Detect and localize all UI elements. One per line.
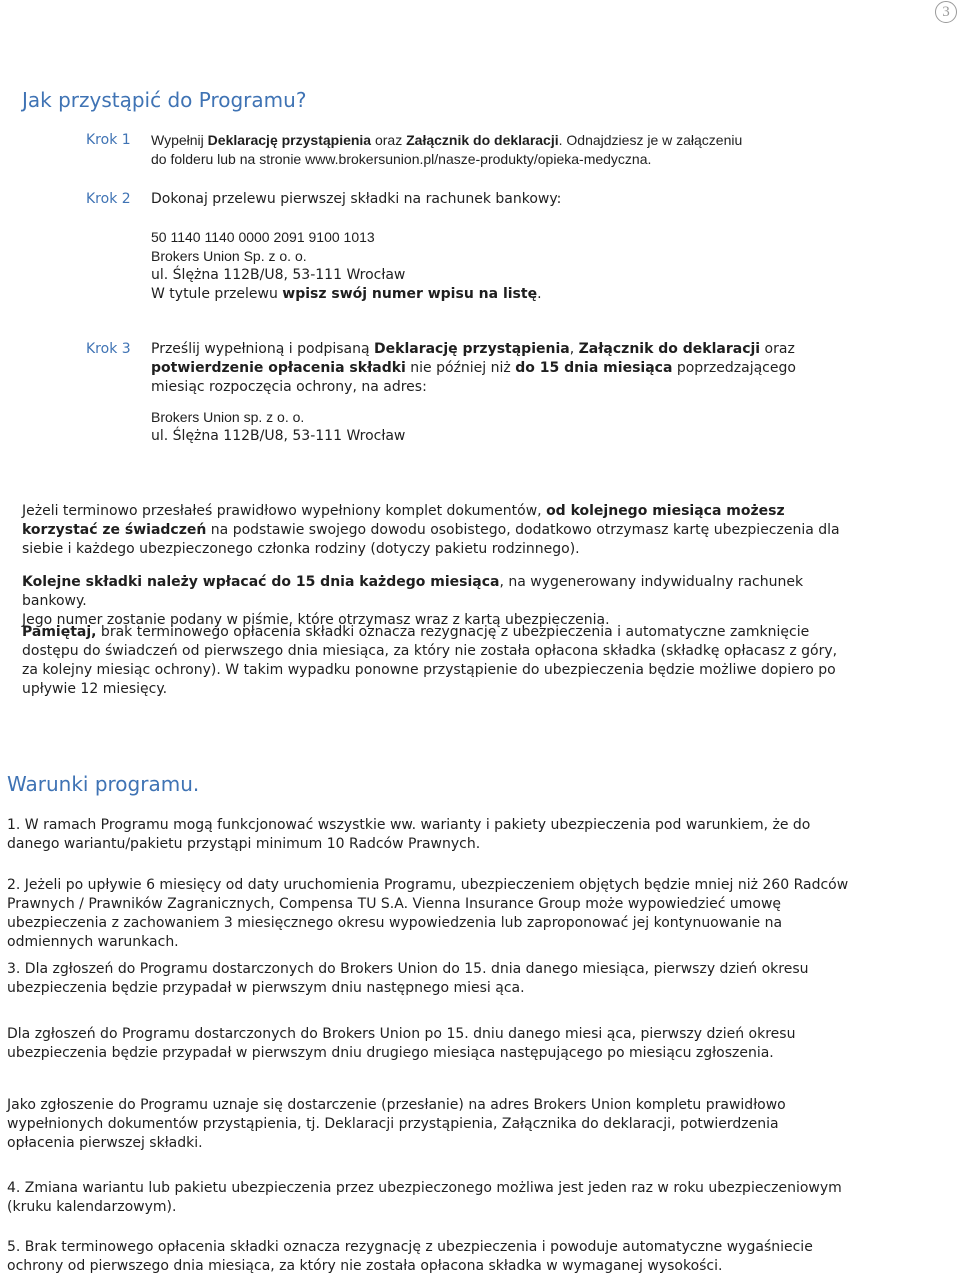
step-3-street: ul. Ślężna 112B/U8, 53-111 Wrocław: [151, 428, 406, 444]
condition-3: 3. Dla zgłoszeń do Programu dostarczonych do Brokers Union do 15. dnia danego miesiąca, pierwszy dzień okresu ubezpieczenia będzie przypadał w pierwszym dniu następnego miesi ąca.: [7, 961, 809, 996]
condition-1: 1. W ramach Programu mogą funkcjonować wszystkie ww. warianty i pakiety ubezpieczenia pod warunkiem, że do danego wariantu/pakietu przystąpi minimum 10 Radców Prawnych.: [7, 817, 811, 852]
para-premiums: Kolejne składki należy wpłacać do 15 dnia każdego miesiąca, na wygenerowany indywidualny rachunek bankowy. Jego numer zostanie podany w piśmie, które otrzymasz wraz z kartą ubezpieczenia.: [22, 574, 804, 628]
step-1-link-line[interactable]: do folderu lub na stronie www.brokersunion.pl/nasze-produkty/opieka-medyczna.: [151, 151, 652, 167]
company-street: ul. Ślężna 112B/U8, 53-111 Wrocław: [151, 267, 406, 283]
step-1-text: Wypełnij Deklarację przystąpienia oraz Załącznik do deklaracji. Odnajdziesz je w załączeniu do folderu lub na stronie www.brokersunion.pl/nasze-produkty/opieka-medyczna.: [151, 131, 871, 169]
para-remember: Pamiętaj, brak terminowego opłacenia składki oznacza rezygnację z ubezpieczenia i automatyczne zamknięcie dostępu do świadczeń od pierwszego dnia miesiąca, za który nie została opłacona składka (składkę opłacasz z góry, za kolejny miesiąc ochrony). W takim wypadku ponowne przystąpienie do ubezpieczenia będzie możliwe dopiero po upływie 12 miesięcy.: [22, 624, 838, 697]
step-3-company: Brokers Union sp. z o. o.: [151, 409, 305, 425]
step-2-text: Dokonaj przelewu pierwszej składki na rachunek bankowy: 50 1140 1140 0000 2091 9100 1013 Brokers Union Sp. z o. o. ul. Ślężna 112B/U8, 53-111 Wrocław W tytule przelewu wpisz swój numer wpisu na listę.: [151, 190, 851, 304]
section-title-join: Jak przystąpić do Programu?: [22, 88, 307, 112]
condition-3b: Dla zgłoszeń do Programu dostarczonych do Brokers Union po 15. dniu danego miesi ąca, pierwszy dzień okresu ubezpieczenia będzie przypadał w pierwszym dniu drugiego miesiąca następującego po miesiącu zgłoszenia.: [7, 1026, 796, 1061]
bank-account: 50 1140 1140 0000 2091 9100 1013: [151, 229, 375, 245]
page-number: 3: [935, 1, 957, 23]
condition-4: 4. Zmiana wariantu lub pakietu ubezpieczenia przez ubezpieczonego możliwa jest jeden raz w roku ubezpieczeniowym (kruku kalendarzowym).: [7, 1180, 842, 1215]
company-name: Brokers Union Sp. z o. o.: [151, 248, 307, 264]
step-3-text: Prześlij wypełnioną i podpisaną Deklarację przystąpienia, Załącznik do deklaracji oraz potwierdzenie opłacenia składki nie później niż do 15 dnia miesiąca poprzedzającego miesiąc rozpoczęcia ochrony, na adres: Brokers Union sp. z o. o. ul. Ślężna 112B/U8, 53-111 Wrocław: [151, 340, 851, 446]
step-1-label: Krok 1: [86, 132, 131, 148]
condition-2: 2. Jeżeli po upływie 6 miesięcy od daty uruchomienia Programu, ubezpieczeniem objętych będzie mniej niż 260 Radców Prawnych / Prawników Zagranicznych, Compensa TU S.A. Vienna Insurance Group może wypowiedzieć umowę ubezpieczenia z zachowaniem 3 miesięcznego okresu wypowiedzenia lub zaproponować jej kontynuowanie na odmiennych warunkach.: [7, 877, 849, 950]
para-benefits: Jeżeli terminowo przesłałeś prawidłowo wypełniony komplet dokumentów, od kolejnego miesiąca możesz korzystać ze świadczeń na podstawie swojego dowodu osobistego, dodatkowo otrzymasz kartę ubezpieczenia dla siebie i każdego ubezpieczonego członka rodziny (dotyczy pakietu rodzinnego).: [22, 503, 840, 557]
condition-5: 5. Brak terminowego opłacenia składki oznacza rezygnację z ubezpieczenia i powoduje automatyczne wygaśniecie ochrony od pierwszego dnia miesiąca, za który nie została opłacona składka w wymaganej wysokości.: [7, 1239, 813, 1274]
step-3-label: Krok 3: [86, 341, 131, 357]
step-2-label: Krok 2: [86, 191, 131, 207]
condition-3c: Jako zgłoszenie do Programu uznaje się dostarczenie (przesłanie) na adres Brokers Union kompletu prawidłowo wypełnionych dokumentów przystąpienia, tj. Deklaracji przystąpienia, Załącznika do deklaracji, potwierdzenia opłacenia pierwszej składki.: [7, 1097, 786, 1151]
section-title-conditions: Warunki programu.: [7, 772, 200, 796]
